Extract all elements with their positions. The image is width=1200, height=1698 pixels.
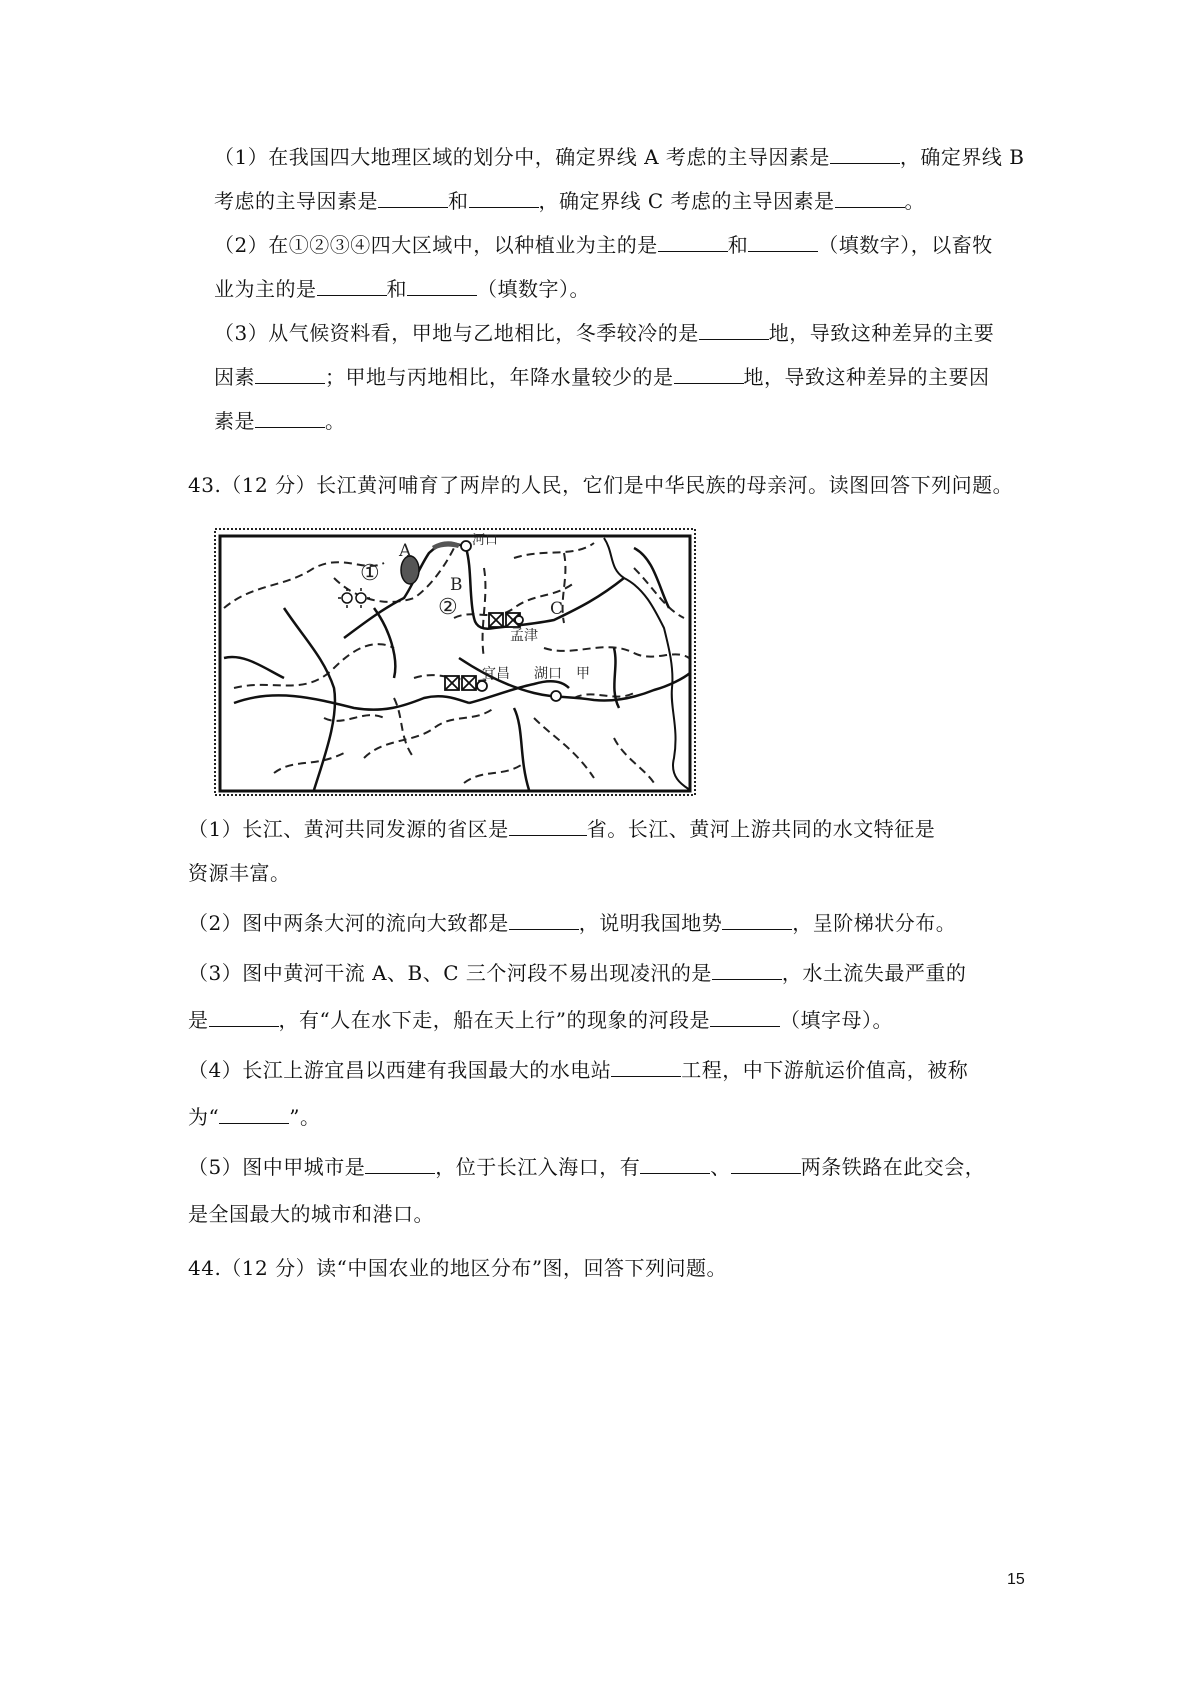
q42-s3-line1 (214, 318, 994, 348)
text: （4）长江上游宜昌以西建有我国最大的水电站 (188, 1058, 612, 1082)
shaded-area (432, 541, 460, 550)
q43-s5-line2 (188, 1199, 434, 1229)
label-region-1: ① (360, 561, 380, 586)
answer-blank[interactable] (509, 815, 587, 836)
q43-s3-line1 (188, 958, 966, 988)
q43-s5-line1 (188, 1152, 985, 1182)
sun-icon (338, 588, 370, 608)
text: 工程，中下游航运价值高，被称 (681, 1058, 969, 1082)
text: 为“ (188, 1105, 220, 1129)
answer-blank[interactable] (710, 1006, 780, 1027)
page-number: 15 (1007, 1571, 1025, 1588)
q43-s2-line1 (188, 908, 956, 938)
text: ，说明我国地势 (578, 911, 723, 935)
answer-blank[interactable] (712, 959, 782, 980)
q43-s4-line2 (188, 1102, 320, 1132)
q42-s2-line2 (214, 274, 590, 304)
answer-blank[interactable] (219, 1103, 289, 1124)
map-outer-frame (215, 529, 695, 795)
text: ；甲地与丙地相比，年降水量较少的是 (325, 365, 674, 389)
q43-s1-line2 (188, 858, 291, 888)
label-yichang: 宜昌 (482, 666, 510, 682)
text: 是 (188, 1008, 209, 1032)
answer-blank[interactable] (365, 1153, 435, 1174)
text: 是全国最大的城市和港口。 (188, 1202, 434, 1226)
text: ”。 (289, 1105, 321, 1129)
text: 地，导致这种差异的主要 (768, 321, 995, 345)
answer-blank[interactable] (255, 407, 325, 428)
text: （1）长江、黄河共同发源的省区是 (188, 817, 509, 841)
label-hukou: 湖口 (534, 666, 562, 682)
answer-blank[interactable] (722, 909, 792, 930)
rivers-map-figure (214, 528, 696, 796)
question-title: 44.（12 分）读“中国农业的地区分布”图，回答下列问题。 (188, 1256, 728, 1280)
text: （3）图中黄河干流 A、B、C 三个河段不易出现凌汛的是 (188, 961, 712, 985)
text: 考虑的主导因素是 (214, 189, 378, 213)
answer-blank[interactable] (640, 1153, 710, 1174)
text: ，确定界线 B (899, 145, 1025, 169)
text: （2）图中两条大河的流向大致都是 (188, 911, 509, 935)
text: （填数字），以畜牧 (818, 233, 993, 257)
text: ，水土流失最严重的 (781, 961, 967, 985)
q42-s2-line1 (214, 230, 993, 260)
answer-blank[interactable] (699, 319, 769, 340)
answer-blank[interactable] (469, 187, 539, 208)
text: 和 (727, 233, 749, 257)
text: （2）在①②③④四大区域中，以种植业为主的是 (214, 233, 658, 257)
text: 和 (448, 189, 469, 213)
label-c: C (550, 599, 564, 619)
text: （5）图中甲城市是 (188, 1155, 366, 1179)
text: 。 (325, 409, 346, 433)
text: 地，导致这种差异的主要因 (743, 365, 990, 389)
rivers-map (214, 528, 696, 796)
answer-blank[interactable] (748, 231, 818, 252)
text: 素是 (214, 409, 255, 433)
answer-blank[interactable] (611, 1056, 681, 1077)
label-mengjin: 孟津 (510, 628, 538, 644)
answer-blank[interactable] (317, 275, 387, 296)
text: 资源丰富。 (188, 861, 291, 885)
q42-s1-line2 (214, 186, 925, 216)
text: 。 (904, 189, 926, 213)
text: （3）从气候资料看，甲地与乙地相比，冬季较冷的是 (214, 321, 699, 345)
label-region-2: ② (438, 595, 458, 620)
answer-blank[interactable] (255, 363, 325, 384)
q42-s3-line2 (214, 362, 990, 392)
q44-title (188, 1253, 727, 1283)
text: ，确定界线 C 考虑的主导因素是 (538, 189, 835, 213)
q43-s1-line1 (188, 814, 935, 844)
text: 因素 (214, 365, 255, 389)
answer-blank[interactable] (835, 187, 905, 208)
text: ，呈阶梯状分布。 (792, 911, 957, 935)
text: 省。长江、黄河上游共同的水文特征是 (586, 817, 936, 841)
answer-blank[interactable] (378, 187, 448, 208)
answer-blank[interactable] (407, 275, 477, 296)
text: 两条铁路在此交会， (800, 1155, 986, 1179)
q43-s4-line1 (188, 1055, 968, 1085)
answer-blank[interactable] (830, 143, 900, 164)
q42-s3-line3 (214, 406, 346, 436)
text: 和 (386, 277, 407, 301)
label-jia: 甲 (576, 666, 590, 682)
text: ，有“人在水下走，船在天上行”的现象的河段是 (278, 1008, 710, 1032)
answer-blank[interactable] (509, 909, 579, 930)
q43-s3-line2 (188, 1005, 893, 1035)
text: ，位于长江入海口，有 (435, 1155, 641, 1179)
answer-blank[interactable] (731, 1153, 801, 1174)
text: （填数字）。 (477, 277, 590, 301)
q43-title (188, 470, 1013, 500)
label-a: A (399, 541, 412, 561)
coastline (604, 538, 690, 790)
answer-blank[interactable] (209, 1006, 279, 1027)
text: 业为主的是 (214, 277, 317, 301)
question-title: 43.（12 分）长江黄河哺育了两岸的人民，它们是中华民族的母亲河。读图回答下列问题。 (188, 473, 1014, 497)
q42-s1-line1 (214, 142, 1024, 172)
label-hekou: 河口 (472, 533, 499, 548)
answer-blank[interactable] (658, 231, 728, 252)
text: 、 (710, 1155, 731, 1179)
label-b: B (450, 575, 463, 595)
text: （1）在我国四大地理区域的划分中，确定界线 A 考虑的主导因素是 (214, 145, 830, 169)
text: （填字母）。 (779, 1008, 893, 1032)
answer-blank[interactable] (674, 363, 744, 384)
